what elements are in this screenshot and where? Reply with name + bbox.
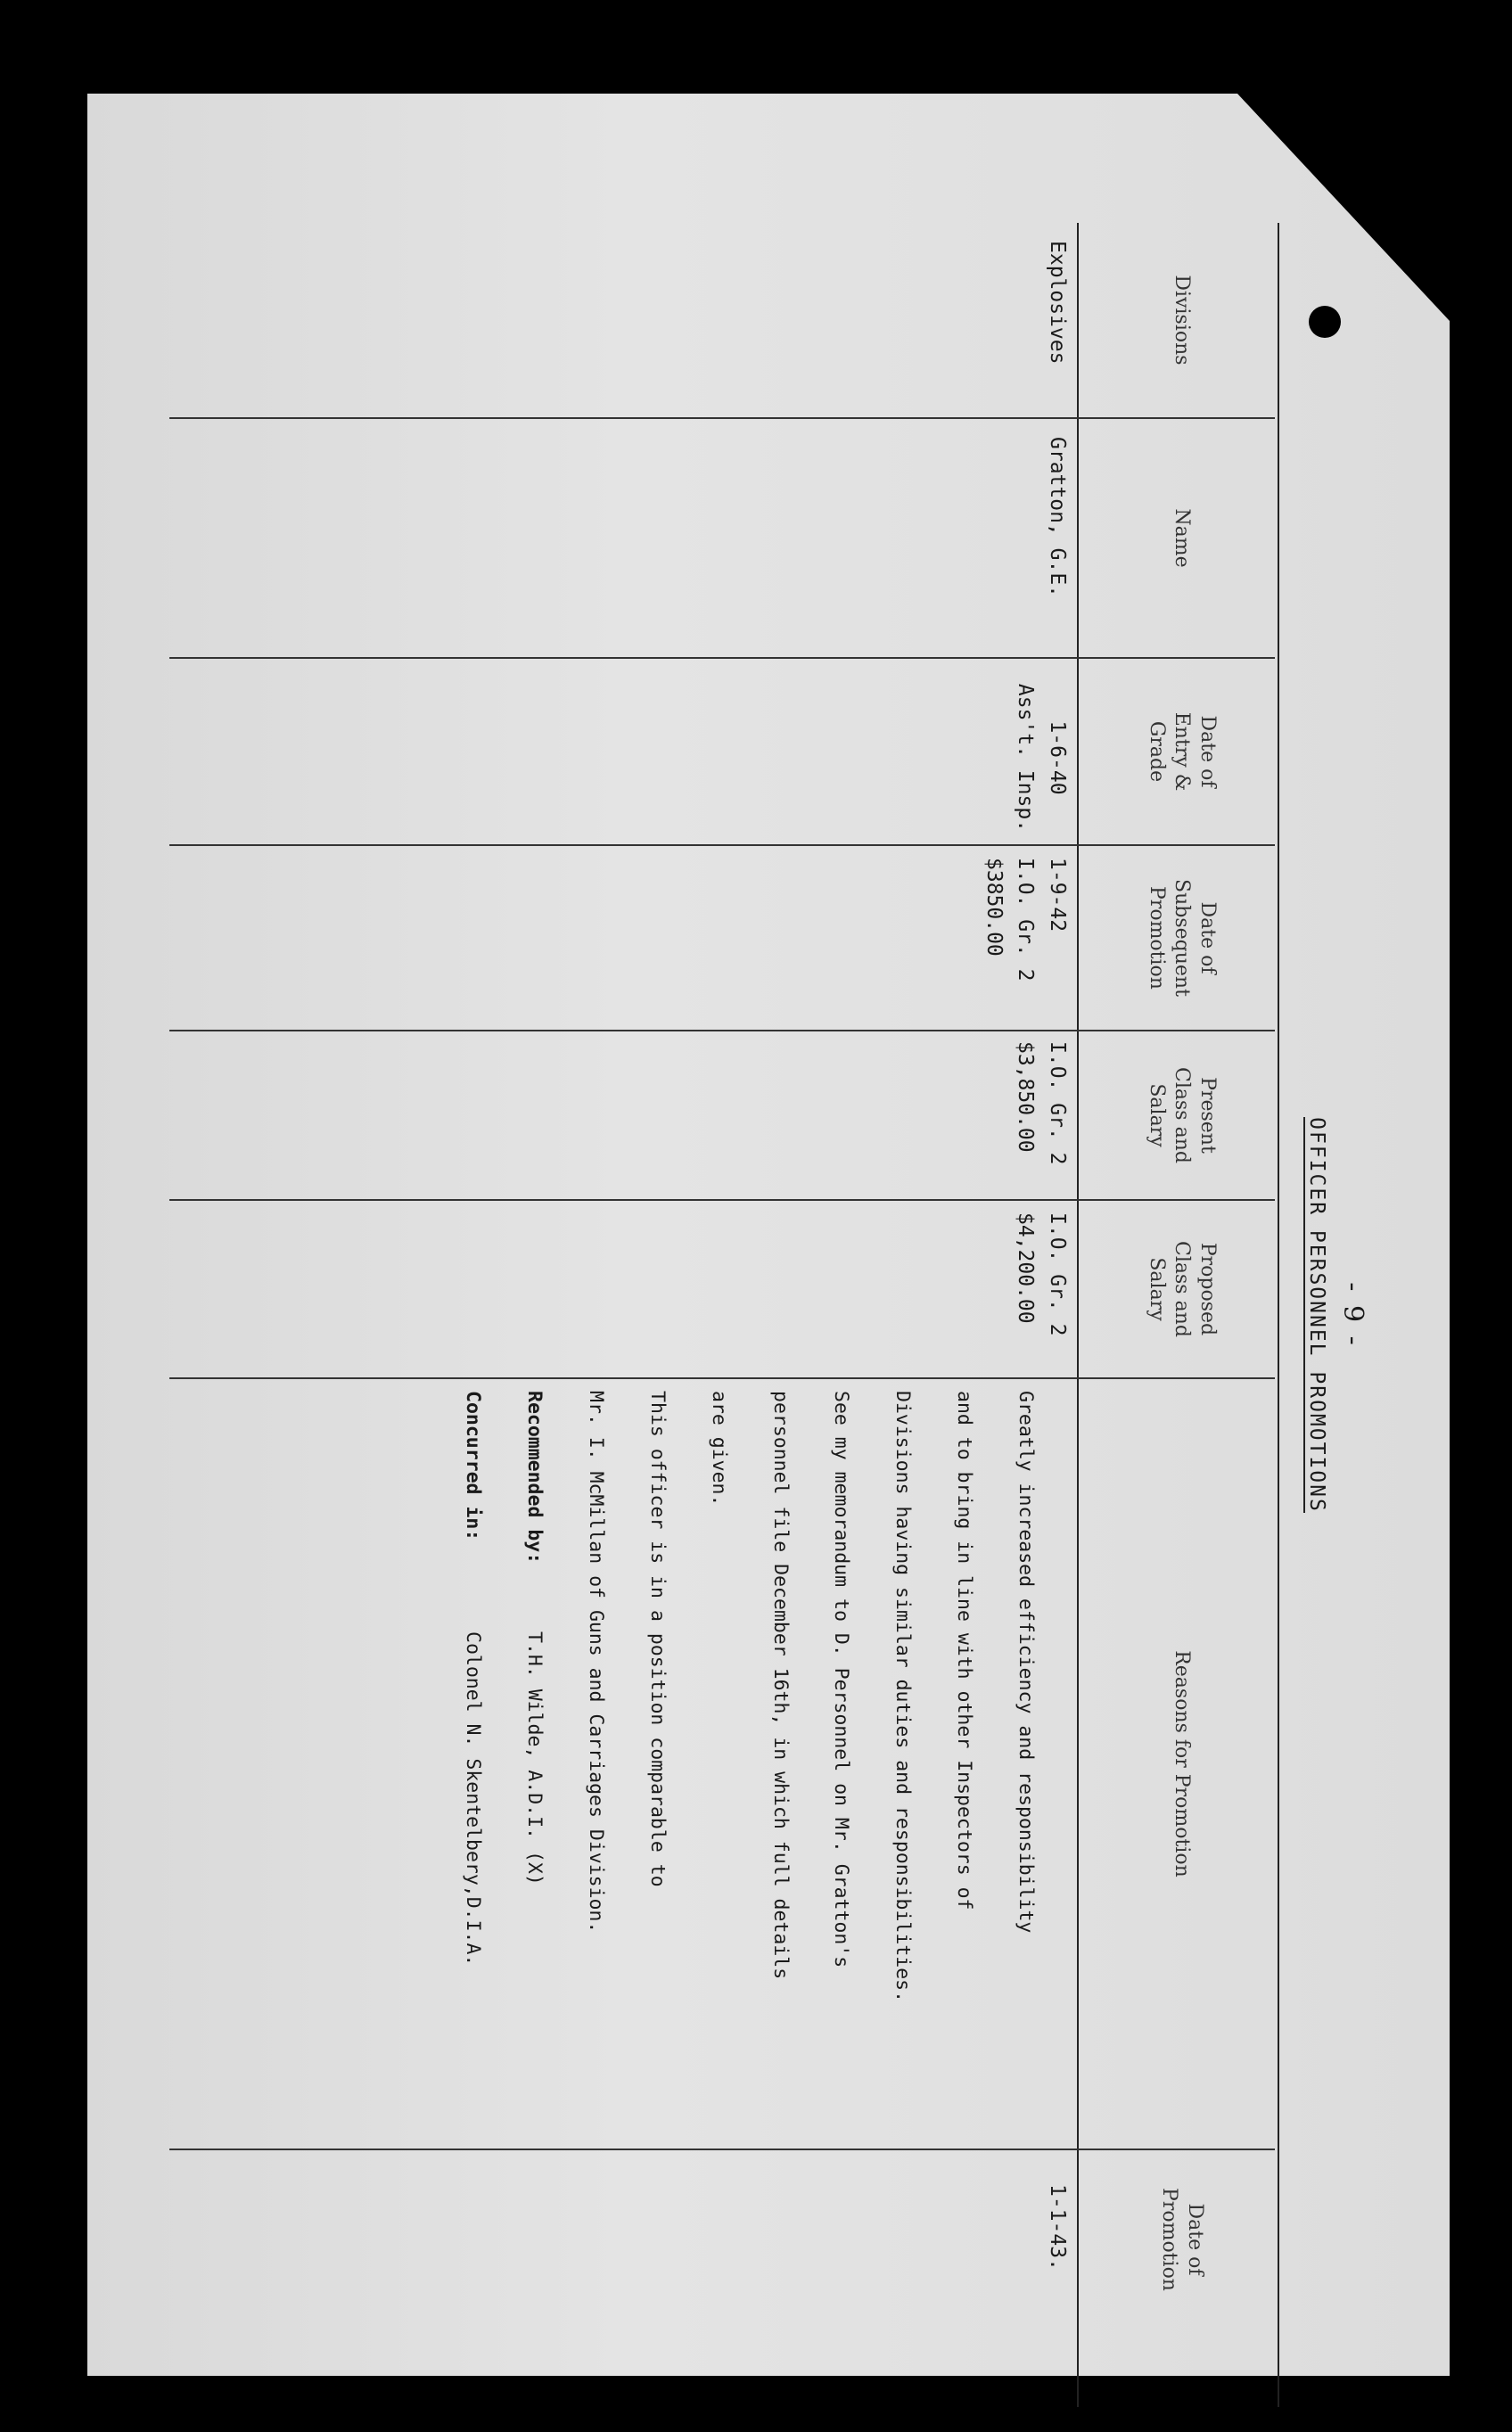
rotated-document [103,223,1377,2407]
cell-division: Explosives [1046,241,1069,365]
cell-date-subsequent: 1-9-42 I.O. Gr. 2 $3850.00 [982,858,1069,982]
reason-line: Divisions having similar duties and responsibilities. [892,1391,915,2003]
header-divisions: Divisions [1171,275,1194,366]
document-title-wrap [1305,223,1328,2407]
header-name: Name [1171,508,1194,568]
reason-line: personnel file December 16th, in which full details [768,1391,792,1980]
reason-line: are given. [707,1391,730,1507]
reason-line: See my memorandum to D. Personnel on Mr. Gratton's [830,1391,853,1968]
recommended-value: T.H. Wilde, A.D.I. (X) [522,1631,546,1886]
cell-reasons [426,1391,1072,2149]
header-date-of-promotion: Date of Promotion [1158,2188,1206,2291]
page-number: - 9 - [1337,1282,1368,1348]
recommended-by [519,1391,548,2149]
concurred-label: Concurred in: [461,1391,484,1541]
reason-line: and to bring in line with other Inspectors of [953,1391,976,1910]
header-reasons: Reasons for Promotion [1171,1650,1194,1877]
table-top-rule [1278,223,1279,2407]
header-proposed-class: Proposed Class and Salary [1145,1241,1219,1337]
header-rule [1077,223,1079,2407]
header-date-of-entry: Date of Entry & Grade [1145,711,1219,792]
promotions-table [165,223,1279,2407]
concurred-value: Colonel N. Skentelbery,D.I.A. [461,1631,484,1967]
cell-proposed-class: I.O. Gr. 2 $4,200.00 [1014,1212,1069,1336]
reason-line: Mr. I. McMillan of Guns and Carriages Division. [584,1391,607,1934]
cell-date-of-entry: 1-6-40 Ass't. Insp. [1014,683,1069,833]
reason-line: This officer is in a position comparable to [645,1391,669,1887]
reason-line: Greatly increased efficiency and responsibility [1015,1391,1038,1934]
header-date-subsequent: Date of Subsequent Promotion [1145,879,1219,997]
cell-present-class: I.O. Gr. 2 $3,850.00 [1014,1041,1069,1165]
cell-name: Gratton, G.E. [1046,437,1069,598]
header-present-class: Present Class and Salary [1145,1067,1219,1163]
recommended-label: Recommended by: [522,1391,546,1565]
concurred-in [457,1391,487,2149]
cell-date-of-promotion: 1-1-43. [1046,2184,1069,2271]
document-title: OFFICER PERSONNEL PROMOTIONS [1305,1117,1328,1513]
